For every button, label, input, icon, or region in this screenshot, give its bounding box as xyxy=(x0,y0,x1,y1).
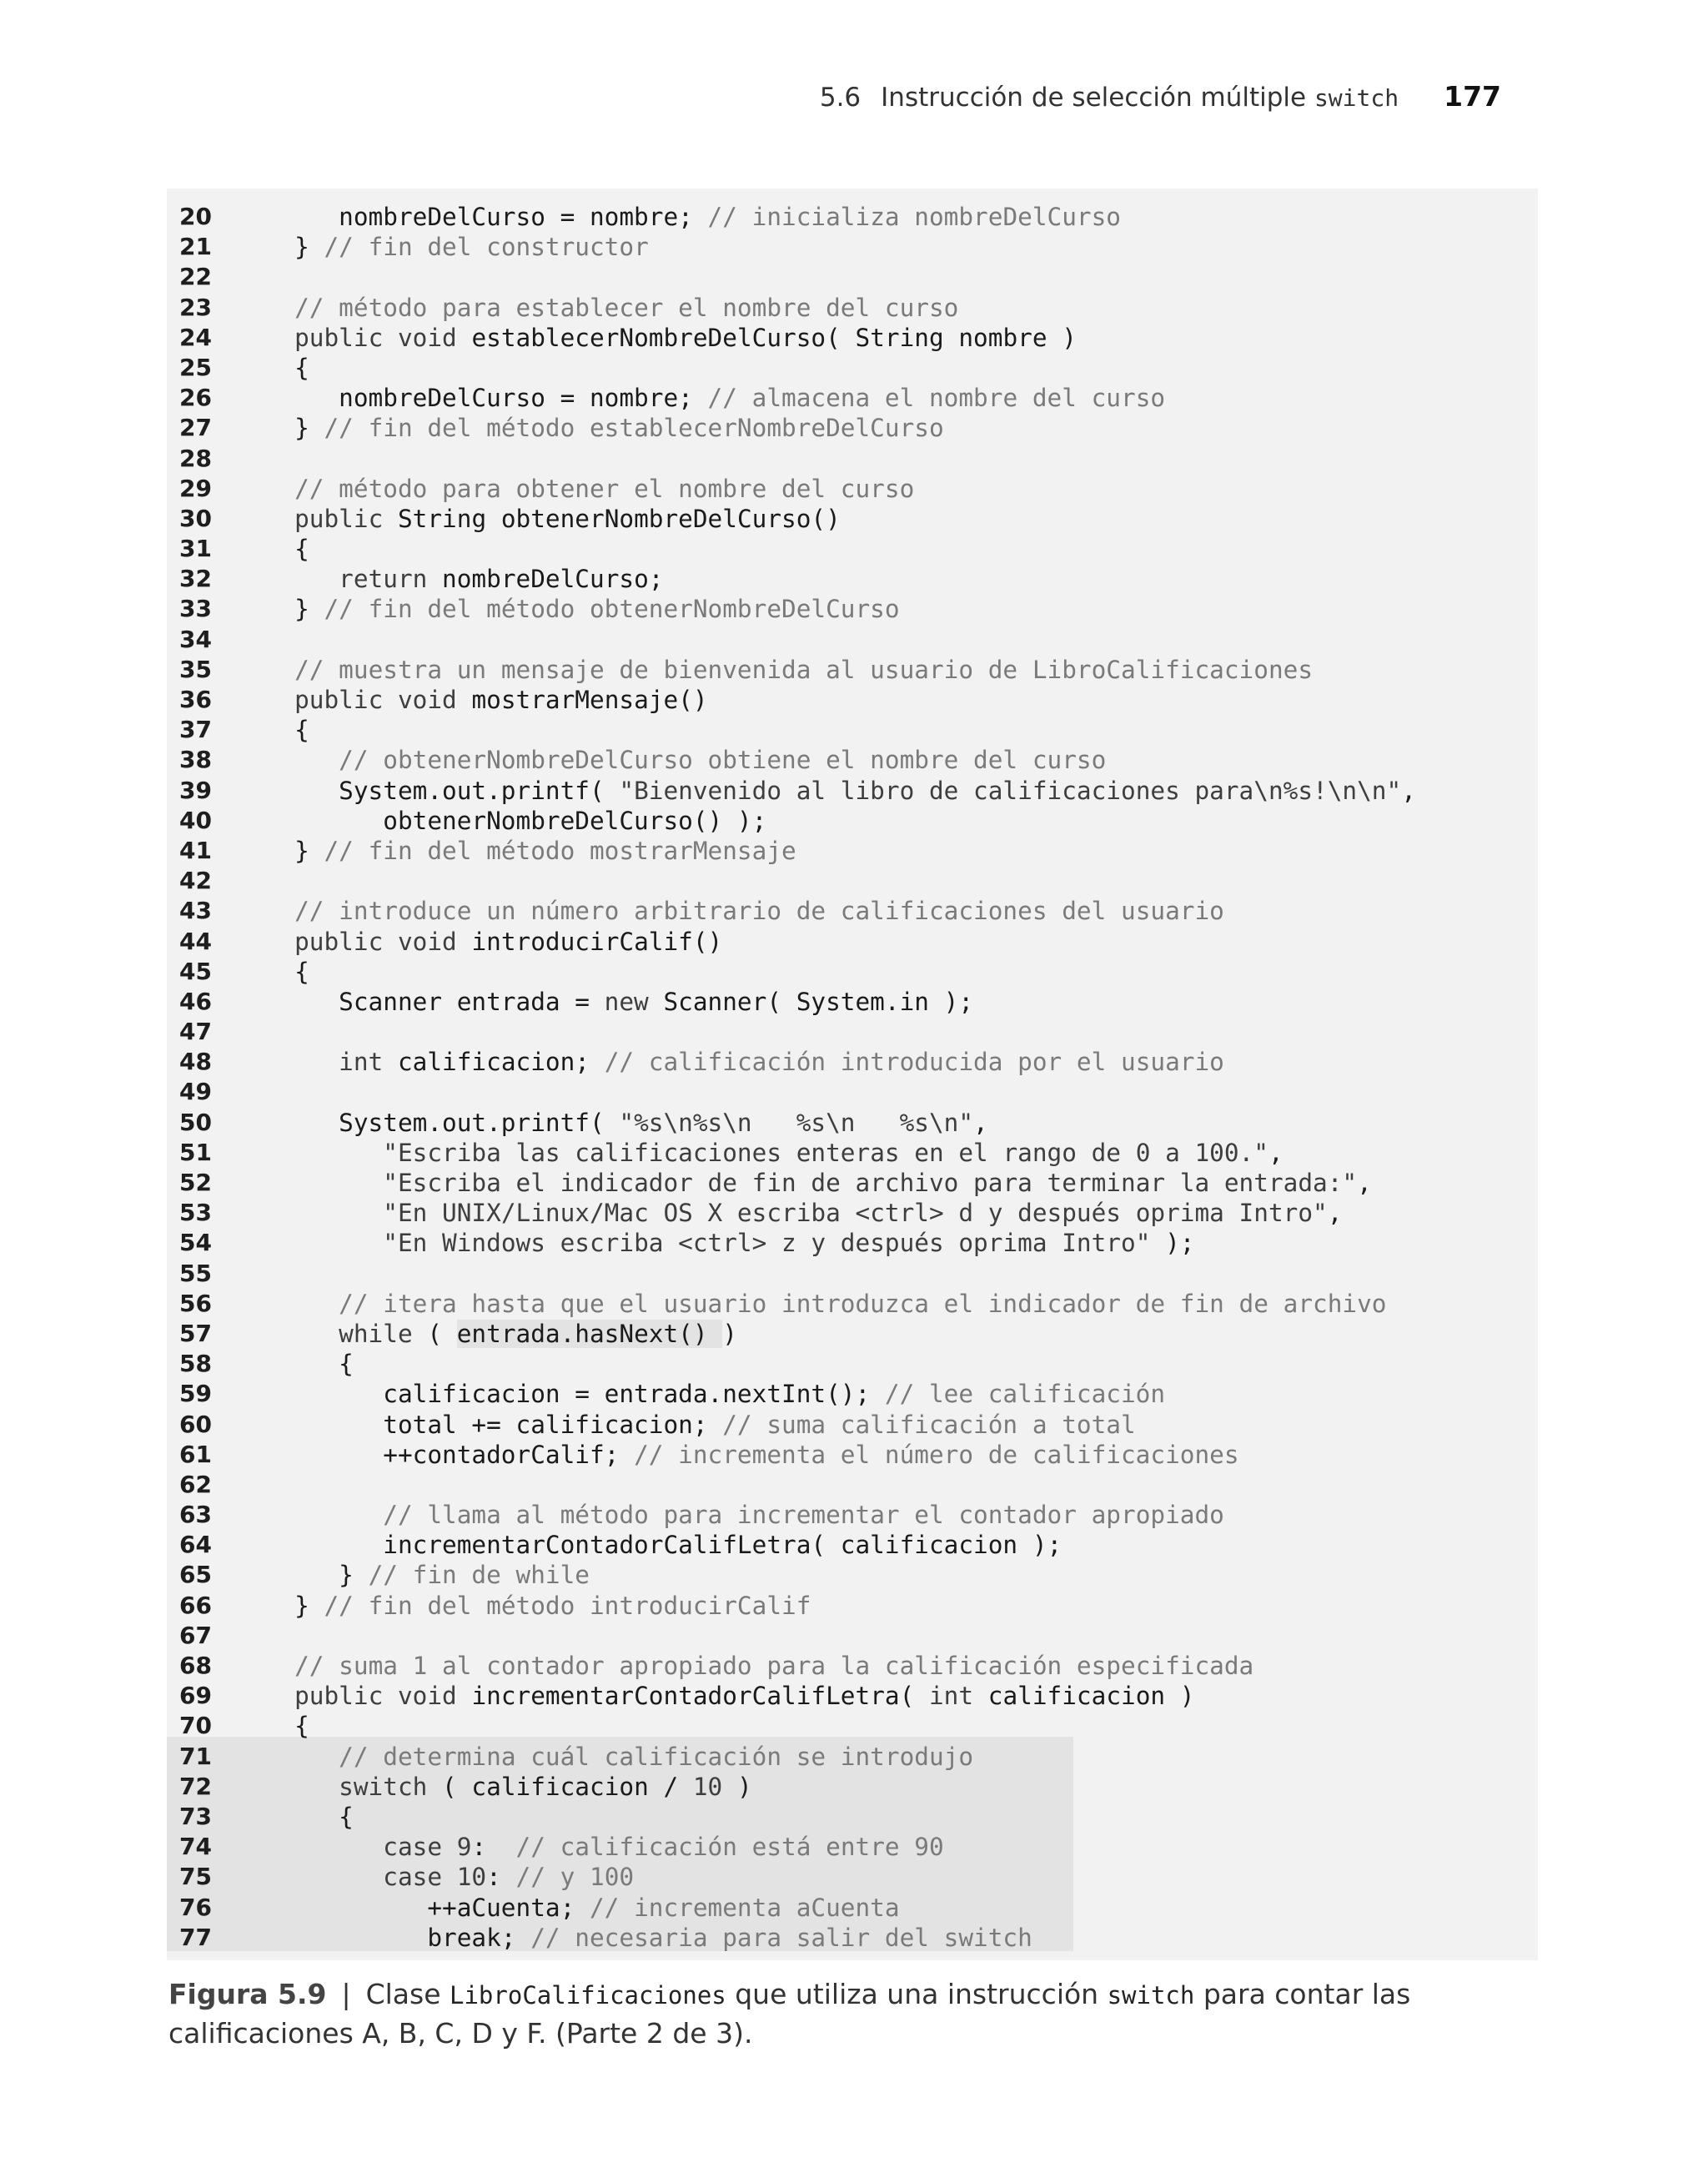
code-token: { xyxy=(250,1802,354,1831)
code-keyword: 10 xyxy=(692,1772,737,1801)
code-line xyxy=(0,776,1538,806)
code-text xyxy=(250,927,722,957)
code-keyword: switch xyxy=(339,1772,443,1801)
code-line xyxy=(0,1651,1538,1681)
line-number: 48 xyxy=(179,1048,212,1076)
code-text xyxy=(250,534,309,564)
code-line xyxy=(0,1047,1538,1077)
code-text xyxy=(250,745,1106,775)
code-token xyxy=(250,475,294,503)
code-token: introducirCalif() xyxy=(471,927,723,956)
code-text xyxy=(250,1047,1224,1077)
code-comment: // itera hasta que el usuario introduzca el indicador de fin de archivo xyxy=(339,1289,1387,1318)
code-text xyxy=(250,323,1077,353)
code-token xyxy=(250,1501,383,1529)
code-text xyxy=(250,474,914,504)
section-title-code: switch xyxy=(1314,84,1399,112)
code-line xyxy=(0,202,1538,232)
code-token xyxy=(250,1652,294,1680)
code-line xyxy=(0,957,1538,987)
code-text xyxy=(250,1832,944,1862)
code-keyword: "Escriba las calificaciones enteras en el rango de 0 a 100." xyxy=(383,1138,1268,1167)
line-number: 75 xyxy=(179,1863,212,1891)
line-number: 62 xyxy=(179,1470,212,1498)
code-comment: // determina cuál calificación se introdujo xyxy=(339,1742,974,1771)
code-line xyxy=(0,1560,1538,1590)
code-line xyxy=(0,353,1538,383)
code-line xyxy=(0,1681,1538,1711)
line-number: 21 xyxy=(179,233,212,261)
line-number: 49 xyxy=(179,1078,212,1106)
code-line xyxy=(0,293,1538,323)
line-number: 74 xyxy=(179,1833,212,1861)
code-line xyxy=(0,1862,1538,1892)
line-number: 61 xyxy=(179,1440,212,1468)
code-token: , xyxy=(1268,1138,1284,1167)
code-comment: // calificación introducida por el usuario xyxy=(604,1048,1224,1077)
code-text xyxy=(250,293,958,323)
code-line xyxy=(0,655,1538,685)
code-text xyxy=(250,1651,1253,1681)
running-header xyxy=(0,80,1501,113)
code-token xyxy=(250,656,294,684)
code-token: } xyxy=(250,1561,369,1590)
code-token: { xyxy=(250,957,309,986)
code-line xyxy=(0,1832,1538,1862)
line-number: 56 xyxy=(179,1289,212,1317)
code-token: : xyxy=(471,1833,516,1862)
code-comment: // suma 1 al contador apropiado para la calificación especificada xyxy=(294,1652,1254,1680)
line-number: 30 xyxy=(179,504,212,532)
code-text xyxy=(250,504,841,534)
code-comment: // llama al método para incrementar el contador apropiado xyxy=(383,1501,1224,1530)
code-token: } xyxy=(250,233,324,262)
code-token xyxy=(250,1048,339,1076)
code-text xyxy=(250,1319,737,1349)
code-line xyxy=(0,564,1538,594)
code-keyword: "En UNIX/Linux/Mac OS X escriba <ctrl> d y después oprima Intro" xyxy=(383,1199,1328,1228)
code-comment: // fin del método introducirCalif xyxy=(324,1591,811,1620)
code-token: calificacion; xyxy=(397,1048,605,1077)
code-token: incrementarContadorCalifLetra( xyxy=(471,1682,929,1711)
code-token: ) xyxy=(736,1772,752,1801)
line-number: 29 xyxy=(179,474,212,502)
code-line xyxy=(0,232,1538,262)
line-number: 77 xyxy=(179,1923,212,1951)
section-number: 5.6 xyxy=(819,83,862,113)
caption-separator: | xyxy=(341,1978,351,2010)
code-line xyxy=(0,806,1538,836)
code-token: ( xyxy=(427,1319,457,1348)
line-number: 44 xyxy=(179,927,212,955)
line-number: 72 xyxy=(179,1772,212,1800)
code-comment: // fin del método establecerNombreDelCurso xyxy=(324,414,944,443)
code-line xyxy=(0,1198,1538,1228)
code-line xyxy=(0,534,1538,564)
code-token xyxy=(250,505,294,533)
code-keyword: "En Windows escriba <ctrl> z y después oprima Intro" xyxy=(383,1229,1151,1258)
line-number: 37 xyxy=(179,716,212,744)
code-keyword: "Escriba el indicador de fin de archivo para terminar la entrada:" xyxy=(383,1169,1358,1197)
code-comment: // fin del método obtenerNombreDelCurso xyxy=(324,595,900,624)
code-token: } xyxy=(250,1591,324,1620)
code-token xyxy=(250,324,294,352)
code-token: calificacion = entrada.nextInt(); xyxy=(250,1380,885,1409)
line-number: 20 xyxy=(179,203,212,230)
line-number: 42 xyxy=(179,867,212,895)
code-keyword: "%s\n%s\n %s\n %s\n" xyxy=(619,1108,974,1137)
code-token xyxy=(250,928,294,956)
line-number: 45 xyxy=(179,957,212,985)
caption-text-3: para contar las calificaciones A, B, C, D y F. (Parte 2 de 3). xyxy=(168,1978,1411,2050)
code-text xyxy=(250,353,309,383)
code-comment: // inicializa nombreDelCurso xyxy=(707,203,1121,231)
code-text xyxy=(250,1349,354,1379)
line-number: 76 xyxy=(179,1893,212,1921)
code-text xyxy=(250,594,900,624)
code-text xyxy=(250,1530,1062,1560)
code-token: { xyxy=(250,353,309,382)
code-comment: // muestra un mensaje de bienvenida al usuario de LibroCalificaciones xyxy=(294,655,1314,684)
line-number: 40 xyxy=(179,806,212,834)
code-line xyxy=(0,474,1538,504)
code-text xyxy=(250,1802,354,1832)
code-text xyxy=(250,655,1313,685)
code-token: } xyxy=(250,414,324,443)
line-number: 41 xyxy=(179,836,212,864)
code-text xyxy=(250,1862,634,1892)
code-token: incrementarContadorCalifLetra( calificacion ); xyxy=(250,1531,1062,1560)
code-token: { xyxy=(250,1712,309,1741)
code-comment: // fin del método mostrarMensaje xyxy=(324,836,796,865)
code-keyword: while xyxy=(339,1319,428,1348)
code-text xyxy=(250,1228,1194,1258)
line-number: 38 xyxy=(179,746,212,774)
code-keyword: public xyxy=(294,504,398,533)
code-line xyxy=(0,715,1538,745)
code-token: System.out.printf( xyxy=(250,1108,620,1137)
code-line xyxy=(0,1228,1538,1258)
code-text xyxy=(250,1500,1224,1530)
line-number: 22 xyxy=(179,263,212,291)
code-text xyxy=(250,896,1224,926)
code-token xyxy=(250,1320,339,1348)
code-line xyxy=(0,927,1538,957)
code-token: Scanner( System.in ); xyxy=(663,987,974,1016)
code-token xyxy=(250,1199,383,1227)
caption-text-1: Clase xyxy=(365,1978,450,2010)
line-number: 43 xyxy=(179,897,212,925)
code-line xyxy=(0,1440,1538,1470)
code-line xyxy=(0,685,1538,715)
code-comment: // almacena el nombre del curso xyxy=(707,384,1166,413)
code-line xyxy=(0,896,1538,926)
code-keyword: case 10 xyxy=(383,1863,487,1892)
line-number: 73 xyxy=(179,1802,212,1830)
caption-text-2: que utiliza una instrucción xyxy=(726,1978,1108,2010)
code-line xyxy=(0,745,1538,775)
line-number: 70 xyxy=(179,1712,212,1740)
code-token xyxy=(250,1743,339,1771)
code-line xyxy=(0,625,1538,655)
line-number: 71 xyxy=(179,1742,212,1770)
code-line xyxy=(0,1319,1538,1349)
code-line xyxy=(0,1802,1538,1832)
code-comment: // y 100 xyxy=(515,1863,635,1892)
code-line xyxy=(0,836,1538,866)
line-number: 47 xyxy=(179,1018,212,1046)
code-comment: // calificación está entre 90 xyxy=(515,1833,944,1862)
line-number: 52 xyxy=(179,1169,212,1196)
code-comment: // suma calificación a total xyxy=(722,1410,1136,1439)
code-token: , xyxy=(1327,1199,1343,1228)
code-token: , xyxy=(1401,776,1416,805)
code-keyword: return xyxy=(339,565,443,594)
code-keyword: int xyxy=(339,1048,398,1077)
code-text xyxy=(250,564,663,594)
code-token xyxy=(250,746,339,774)
code-token: } xyxy=(250,836,324,865)
code-text xyxy=(250,1198,1342,1228)
code-text xyxy=(250,1289,1387,1319)
line-number: 23 xyxy=(179,293,212,321)
line-number: 36 xyxy=(179,686,212,713)
code-line xyxy=(0,1923,1538,1953)
code-comment: // lee calificación xyxy=(884,1380,1166,1409)
code-token: : xyxy=(486,1863,516,1892)
code-line xyxy=(0,1500,1538,1530)
code-line xyxy=(0,413,1538,443)
line-number: 51 xyxy=(179,1138,212,1166)
code-comment: // fin del constructor xyxy=(324,233,649,262)
code-token: nombreDelCurso = nombre; xyxy=(250,384,708,413)
code-token: mostrarMensaje() xyxy=(471,686,708,714)
code-line xyxy=(0,1017,1538,1047)
code-keyword: public void xyxy=(294,1682,472,1711)
line-number: 31 xyxy=(179,535,212,563)
code-token: ) xyxy=(722,1319,737,1348)
line-number: 33 xyxy=(179,595,212,623)
code-text xyxy=(250,1923,1032,1953)
code-token: nombreDelCurso; xyxy=(442,565,664,594)
code-token: , xyxy=(1357,1169,1372,1197)
line-number: 54 xyxy=(179,1229,212,1257)
code-text xyxy=(250,202,1121,232)
line-number: 39 xyxy=(179,776,212,804)
code-token: { xyxy=(250,1350,354,1379)
line-number: 50 xyxy=(179,1108,212,1136)
line-number: 59 xyxy=(179,1380,212,1408)
code-comment: // obtenerNombreDelCurso obtiene el nombre del curso xyxy=(339,746,1107,775)
code-token: System.out.printf( xyxy=(250,776,620,805)
code-token: establecerNombreDelCurso( String nombre ) xyxy=(471,323,1077,352)
code-line xyxy=(0,444,1538,474)
code-line xyxy=(0,1591,1538,1621)
code-line xyxy=(0,1530,1538,1560)
line-number: 26 xyxy=(179,384,212,412)
line-number: 55 xyxy=(179,1259,212,1287)
code-text xyxy=(250,1410,1136,1440)
code-comment: // método para obtener el nombre del curso xyxy=(294,474,915,503)
code-token xyxy=(250,1290,339,1318)
code-comment: // método para establecer el nombre del curso xyxy=(294,293,959,322)
code-line xyxy=(0,383,1538,413)
code-line xyxy=(0,1410,1538,1440)
code-text xyxy=(250,1591,811,1621)
code-token: entrada.hasNext() xyxy=(456,1319,723,1348)
code-line xyxy=(0,1742,1538,1772)
code-token: ( calificacion / xyxy=(442,1772,693,1801)
code-token xyxy=(250,294,294,322)
code-line xyxy=(0,866,1538,896)
figure-label: Figura 5.9 xyxy=(168,1978,327,2010)
code-text xyxy=(250,1742,973,1772)
line-number: 67 xyxy=(179,1621,212,1649)
code-line xyxy=(0,1289,1538,1319)
line-number: 64 xyxy=(179,1531,212,1559)
code-line xyxy=(0,987,1538,1017)
code-text xyxy=(250,715,309,745)
code-line xyxy=(0,1711,1538,1741)
code-keyword: public void xyxy=(294,323,472,352)
code-comment: // necesaria para salir del switch xyxy=(530,1923,1032,1952)
code-text xyxy=(250,1168,1372,1198)
line-number: 35 xyxy=(179,655,212,683)
code-token xyxy=(250,565,339,593)
line-number: 68 xyxy=(179,1652,212,1679)
code-token xyxy=(250,1139,383,1167)
line-number: 46 xyxy=(179,987,212,1015)
code-comment: // incrementa aCuenta xyxy=(589,1893,900,1922)
code-text xyxy=(250,776,1416,806)
code-token xyxy=(250,1833,383,1861)
code-token: ++aCuenta; xyxy=(250,1893,590,1922)
code-line xyxy=(0,1138,1538,1168)
code-text xyxy=(250,413,944,443)
code-text xyxy=(250,232,649,262)
code-keyword: case 9 xyxy=(383,1833,472,1862)
code-text xyxy=(250,806,766,836)
code-comment: // introduce un número arbitrario de calificaciones del usuario xyxy=(294,897,1224,926)
code-text xyxy=(250,1711,309,1741)
line-number: 34 xyxy=(179,625,212,653)
code-token: String obtenerNombreDelCurso() xyxy=(397,504,841,533)
line-number: 57 xyxy=(179,1319,212,1347)
line-number: 63 xyxy=(179,1501,212,1529)
code-token xyxy=(250,1169,383,1197)
line-number: 60 xyxy=(179,1410,212,1438)
line-number: 69 xyxy=(179,1682,212,1710)
code-text xyxy=(250,1681,1195,1711)
code-comment: // incrementa el número de calificaciones xyxy=(634,1440,1239,1469)
caption-code-2: switch xyxy=(1107,1981,1195,2009)
code-text xyxy=(250,1440,1239,1470)
code-token: total += calificacion; xyxy=(250,1410,723,1439)
code-text xyxy=(250,1138,1284,1168)
code-text xyxy=(250,1379,1165,1409)
code-token: { xyxy=(250,716,309,745)
code-line xyxy=(0,1379,1538,1409)
code-line xyxy=(0,323,1538,353)
code-line xyxy=(0,1108,1538,1138)
caption-code-1: LibroCalificaciones xyxy=(450,1981,726,2009)
line-number: 24 xyxy=(179,323,212,351)
code-text xyxy=(250,1893,900,1923)
code-token xyxy=(250,686,294,714)
line-number: 65 xyxy=(179,1561,212,1589)
code-keyword: new xyxy=(604,987,664,1016)
code-text xyxy=(250,383,1165,413)
code-comment: // fin de while xyxy=(368,1561,590,1590)
code-keyword: int xyxy=(928,1682,988,1711)
code-token: ); xyxy=(1150,1229,1195,1258)
code-line xyxy=(0,1168,1538,1198)
code-line xyxy=(0,1259,1538,1289)
code-text xyxy=(250,836,796,866)
code-keyword: public void xyxy=(294,927,472,956)
code-line xyxy=(0,504,1538,534)
code-token: break; xyxy=(250,1923,531,1952)
code-text xyxy=(250,685,708,715)
code-token xyxy=(250,1773,339,1801)
code-token xyxy=(250,1682,294,1710)
code-token xyxy=(250,1863,383,1891)
code-token xyxy=(250,897,294,925)
code-token: } xyxy=(250,595,324,624)
code-text xyxy=(250,1560,590,1590)
code-text xyxy=(250,987,973,1017)
code-line xyxy=(0,1772,1538,1802)
figure-caption xyxy=(168,1975,1536,2053)
code-line xyxy=(0,1470,1538,1500)
line-number: 27 xyxy=(179,414,212,442)
code-token xyxy=(250,1229,383,1257)
line-number: 66 xyxy=(179,1591,212,1619)
code-keyword: public void xyxy=(294,686,472,714)
code-text xyxy=(250,957,309,987)
page-number: 177 xyxy=(1444,80,1501,113)
line-number: 53 xyxy=(179,1199,212,1227)
code-token: nombreDelCurso = nombre; xyxy=(250,203,708,231)
code-line xyxy=(0,1349,1538,1379)
line-number: 28 xyxy=(179,444,212,472)
code-keyword: "Bienvenido al libro de calificaciones para\n%s!\n\n" xyxy=(619,776,1402,805)
code-text xyxy=(250,1108,988,1138)
code-line xyxy=(0,594,1538,624)
code-token: Scanner entrada = xyxy=(250,987,605,1016)
section-title: Instrucción de selección múltiple xyxy=(881,83,1307,113)
code-text xyxy=(250,1772,752,1802)
code-token: , xyxy=(973,1108,988,1137)
code-token: { xyxy=(250,535,309,564)
code-listing xyxy=(0,202,1538,1953)
code-token: calificacion ) xyxy=(987,1682,1195,1711)
code-token: ++contadorCalif; xyxy=(250,1440,635,1469)
code-line xyxy=(0,1893,1538,1923)
code-line xyxy=(0,1077,1538,1107)
line-number: 32 xyxy=(179,565,212,593)
code-token: obtenerNombreDelCurso() ); xyxy=(250,806,767,835)
code-line xyxy=(0,262,1538,292)
line-number: 58 xyxy=(179,1350,212,1378)
line-number: 25 xyxy=(179,353,212,381)
code-line xyxy=(0,1621,1538,1651)
